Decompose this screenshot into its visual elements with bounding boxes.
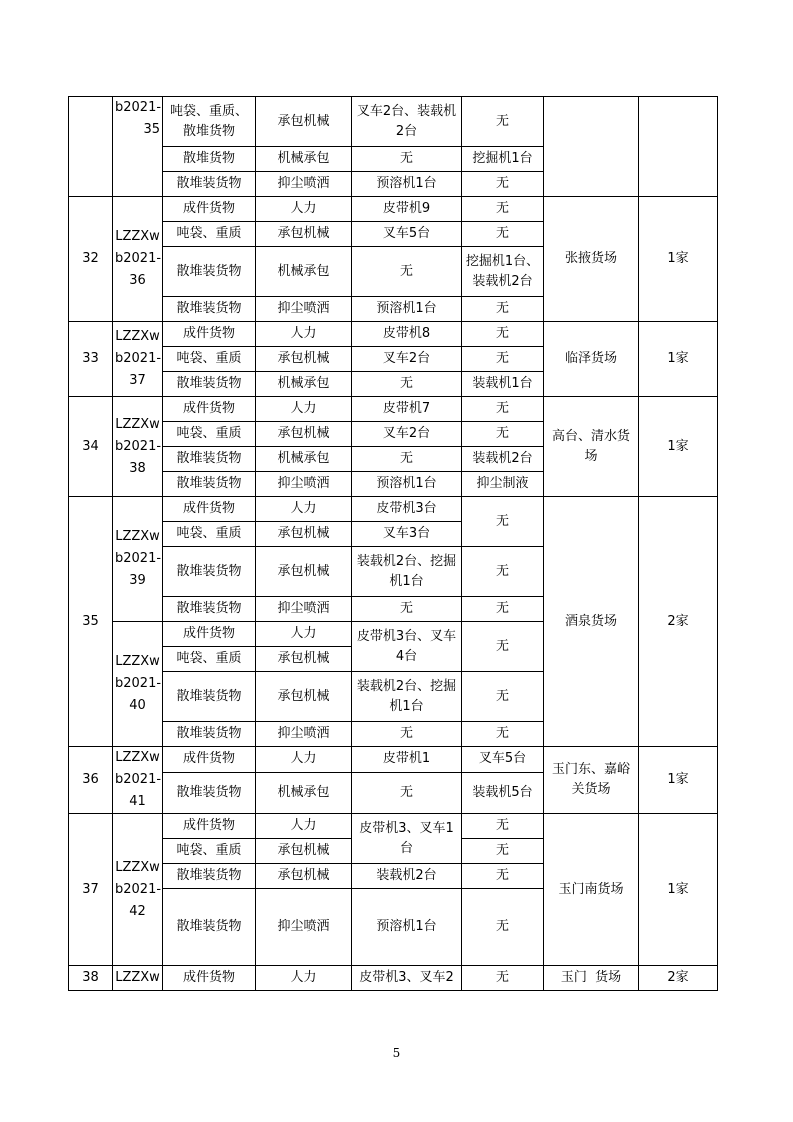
cargo-type-cell: 散堆装货物 — [163, 247, 256, 297]
row-number-cell: 33 — [69, 322, 113, 397]
row-number-cell: 34 — [69, 397, 113, 497]
other-equipment-cell: 装载机1台 — [462, 372, 544, 397]
handling-mode-cell: 抑尘喷洒 — [256, 889, 352, 966]
handling-mode-cell: 机械承包 — [256, 247, 352, 297]
handling-mode-cell: 机械承包 — [256, 772, 352, 813]
contract-code-cell: LZZXw b2021- 40 — [113, 622, 163, 747]
yard-cell: 高台、清水货场 — [544, 397, 639, 497]
other-equipment-cell: 无 — [462, 547, 544, 597]
handling-mode-cell: 抑尘喷洒 — [256, 297, 352, 322]
equipment-cell: 装载机2台、挖掘机1台 — [352, 547, 462, 597]
cargo-type-cell: 吨袋、重质 — [163, 522, 256, 547]
other-equipment-cell: 无 — [462, 889, 544, 966]
company-count-cell: 1家 — [639, 747, 718, 814]
equipment-cell: 无 — [352, 447, 462, 472]
cargo-type-cell: 散堆装货物 — [163, 447, 256, 472]
cargo-type-cell: 散堆装货物 — [163, 547, 256, 597]
other-equipment-cell: 装载机5台 — [462, 772, 544, 813]
equipment-cell: 皮带机3台 — [352, 497, 462, 522]
company-count-cell: 2家 — [639, 497, 718, 747]
cargo-type-cell: 散堆装货物 — [163, 672, 256, 722]
equipment-cell: 皮带机3、叉车1台 — [352, 814, 462, 864]
equipment-cell: 皮带机7 — [352, 397, 462, 422]
table-row — [69, 814, 718, 839]
other-equipment-cell: 无 — [462, 497, 544, 547]
handling-mode-cell: 承包机械 — [256, 864, 352, 889]
other-equipment-cell: 无 — [462, 397, 544, 422]
other-equipment-cell: 抑尘制液 — [462, 472, 544, 497]
other-equipment-cell: 无 — [462, 97, 544, 147]
equipment-cell: 无 — [352, 372, 462, 397]
row-number-cell — [69, 97, 113, 197]
other-equipment-cell: 无 — [462, 597, 544, 622]
other-equipment-cell: 无 — [462, 172, 544, 197]
cargo-type-cell: 吨袋、重质 — [163, 347, 256, 372]
equipment-cell: 叉车2台、装载机2台 — [352, 97, 462, 147]
row-number-cell: 32 — [69, 197, 113, 322]
other-equipment-cell: 装载机2台 — [462, 447, 544, 472]
equipment-cell: 皮带机9 — [352, 197, 462, 222]
contract-code-cell: LZZXw b2021- 36 — [113, 197, 163, 322]
handling-mode-cell: 承包机械 — [256, 522, 352, 547]
equipment-cell: 无 — [352, 772, 462, 813]
table-row — [69, 197, 718, 222]
other-equipment-cell: 无 — [462, 422, 544, 447]
other-equipment-cell: 挖掘机1台 — [462, 147, 544, 172]
equipment-cell: 无 — [352, 247, 462, 297]
company-count-cell: 1家 — [639, 322, 718, 397]
cargo-type-cell: 散堆装货物 — [163, 472, 256, 497]
table-row — [69, 322, 718, 347]
other-equipment-cell: 挖掘机1台、装载机2台 — [462, 247, 544, 297]
cargo-handling-table — [68, 96, 718, 991]
equipment-cell: 无 — [352, 147, 462, 172]
equipment-cell: 叉车2台 — [352, 347, 462, 372]
handling-mode-cell: 抑尘喷洒 — [256, 472, 352, 497]
other-equipment-cell: 无 — [462, 222, 544, 247]
equipment-cell: 装载机2台 — [352, 864, 462, 889]
handling-mode-cell: 抑尘喷洒 — [256, 172, 352, 197]
table-row — [69, 397, 718, 422]
handling-mode-cell: 人力 — [256, 747, 352, 773]
other-equipment-cell: 无 — [462, 864, 544, 889]
cargo-type-cell: 散堆货物 — [163, 147, 256, 172]
cargo-type-cell: 成件货物 — [163, 322, 256, 347]
handling-mode-cell: 承包机械 — [256, 647, 352, 672]
cargo-type-cell: 吨袋、重质 — [163, 839, 256, 864]
yard-cell: 临泽货场 — [544, 322, 639, 397]
equipment-cell: 皮带机1 — [352, 747, 462, 773]
handling-mode-cell: 承包机械 — [256, 672, 352, 722]
handling-mode-cell: 承包机械 — [256, 547, 352, 597]
other-equipment-cell: 无 — [462, 814, 544, 839]
other-equipment-cell: 叉车5台 — [462, 747, 544, 773]
equipment-cell: 皮带机3台、叉车4台 — [352, 622, 462, 672]
equipment-cell: 皮带机8 — [352, 322, 462, 347]
table-row — [69, 966, 718, 991]
other-equipment-cell: 无 — [462, 347, 544, 372]
other-equipment-cell: 无 — [462, 672, 544, 722]
equipment-cell: 无 — [352, 722, 462, 747]
handling-mode-cell: 承包机械 — [256, 422, 352, 447]
cargo-type-cell: 成件货物 — [163, 397, 256, 422]
other-equipment-cell: 无 — [462, 839, 544, 864]
cargo-type-cell: 散堆装货物 — [163, 597, 256, 622]
equipment-cell: 预溶机1台 — [352, 472, 462, 497]
cargo-type-cell: 吨袋、重质 — [163, 647, 256, 672]
equipment-cell: 叉车5台 — [352, 222, 462, 247]
other-equipment-cell: 无 — [462, 197, 544, 222]
yard-cell: 玉门南货场 — [544, 814, 639, 966]
company-count-cell: 1家 — [639, 397, 718, 497]
contract-code-cell: LZZXw — [113, 966, 163, 991]
handling-mode-cell: 承包机械 — [256, 222, 352, 247]
cargo-type-cell: 成件货物 — [163, 622, 256, 647]
handling-mode-cell: 抑尘喷洒 — [256, 722, 352, 747]
contract-code-cell: LZZXw b2021- 39 — [113, 497, 163, 622]
table-row — [69, 497, 718, 522]
handling-mode-cell: 人力 — [256, 397, 352, 422]
equipment-cell: 装载机2台、挖掘机1台 — [352, 672, 462, 722]
other-equipment-cell: 无 — [462, 966, 544, 991]
table-row — [69, 97, 718, 147]
cargo-type-cell: 散堆装货物 — [163, 297, 256, 322]
yard-cell — [544, 97, 639, 197]
row-number-cell: 37 — [69, 814, 113, 966]
company-count-cell: 1家 — [639, 814, 718, 966]
company-count-cell: 1家 — [639, 197, 718, 322]
cargo-type-cell: 散堆装货物 — [163, 864, 256, 889]
yard-cell: 张掖货场 — [544, 197, 639, 322]
yard-cell: 玉门 货场 — [544, 966, 639, 991]
yard-cell: 玉门东、嘉峪关货场 — [544, 747, 639, 814]
cargo-type-cell: 成件货物 — [163, 197, 256, 222]
cargo-type-cell: 吨袋、重质、散堆货物 — [163, 97, 256, 147]
equipment-cell: 预溶机1台 — [352, 297, 462, 322]
other-equipment-cell: 无 — [462, 297, 544, 322]
contract-code-cell: LZZXw b2021- 41 — [113, 747, 163, 814]
handling-mode-cell: 人力 — [256, 966, 352, 991]
contract-code-cell: LZZXw b2021- 37 — [113, 322, 163, 397]
row-number-cell: 35 — [69, 497, 113, 747]
cargo-type-cell: 成件货物 — [163, 814, 256, 839]
handling-mode-cell: 承包机械 — [256, 839, 352, 864]
row-number-cell: 38 — [69, 966, 113, 991]
table-row — [69, 747, 718, 773]
contract-code-cell: LZZXw b2021- 42 — [113, 814, 163, 966]
equipment-cell: 叉车3台 — [352, 522, 462, 547]
company-count-cell — [639, 97, 718, 197]
handling-mode-cell: 人力 — [256, 322, 352, 347]
contract-code-cell: b2021- 35 — [113, 97, 163, 197]
other-equipment-cell: 无 — [462, 322, 544, 347]
handling-mode-cell: 机械承包 — [256, 147, 352, 172]
yard-cell: 酒泉货场 — [544, 497, 639, 747]
handling-mode-cell: 人力 — [256, 197, 352, 222]
equipment-cell: 叉车2台 — [352, 422, 462, 447]
equipment-cell: 预溶机1台 — [352, 172, 462, 197]
cargo-type-cell: 散堆装货物 — [163, 772, 256, 813]
equipment-cell: 皮带机3、叉车2 — [352, 966, 462, 991]
cargo-type-cell: 成件货物 — [163, 497, 256, 522]
handling-mode-cell: 机械承包 — [256, 372, 352, 397]
cargo-type-cell: 成件货物 — [163, 966, 256, 991]
handling-mode-cell: 承包机械 — [256, 347, 352, 372]
handling-mode-cell: 抑尘喷洒 — [256, 597, 352, 622]
cargo-type-cell: 吨袋、重质 — [163, 422, 256, 447]
handling-mode-cell: 机械承包 — [256, 447, 352, 472]
equipment-cell: 无 — [352, 597, 462, 622]
cargo-type-cell: 散堆装货物 — [163, 722, 256, 747]
equipment-cell: 预溶机1台 — [352, 889, 462, 966]
company-count-cell: 2家 — [639, 966, 718, 991]
other-equipment-cell: 无 — [462, 622, 544, 672]
contract-code-cell: LZZXw b2021- 38 — [113, 397, 163, 497]
handling-mode-cell: 承包机械 — [256, 97, 352, 147]
cargo-type-cell: 吨袋、重质 — [163, 222, 256, 247]
cargo-type-cell: 成件货物 — [163, 747, 256, 773]
page-number: 5 — [392, 1046, 401, 1060]
cargo-type-cell: 散堆装货物 — [163, 172, 256, 197]
cargo-type-cell: 散堆装货物 — [163, 372, 256, 397]
handling-mode-cell: 人力 — [256, 497, 352, 522]
cargo-type-cell: 散堆装货物 — [163, 889, 256, 966]
handling-mode-cell: 人力 — [256, 814, 352, 839]
row-number-cell: 36 — [69, 747, 113, 814]
handling-mode-cell: 人力 — [256, 622, 352, 647]
other-equipment-cell: 无 — [462, 722, 544, 747]
